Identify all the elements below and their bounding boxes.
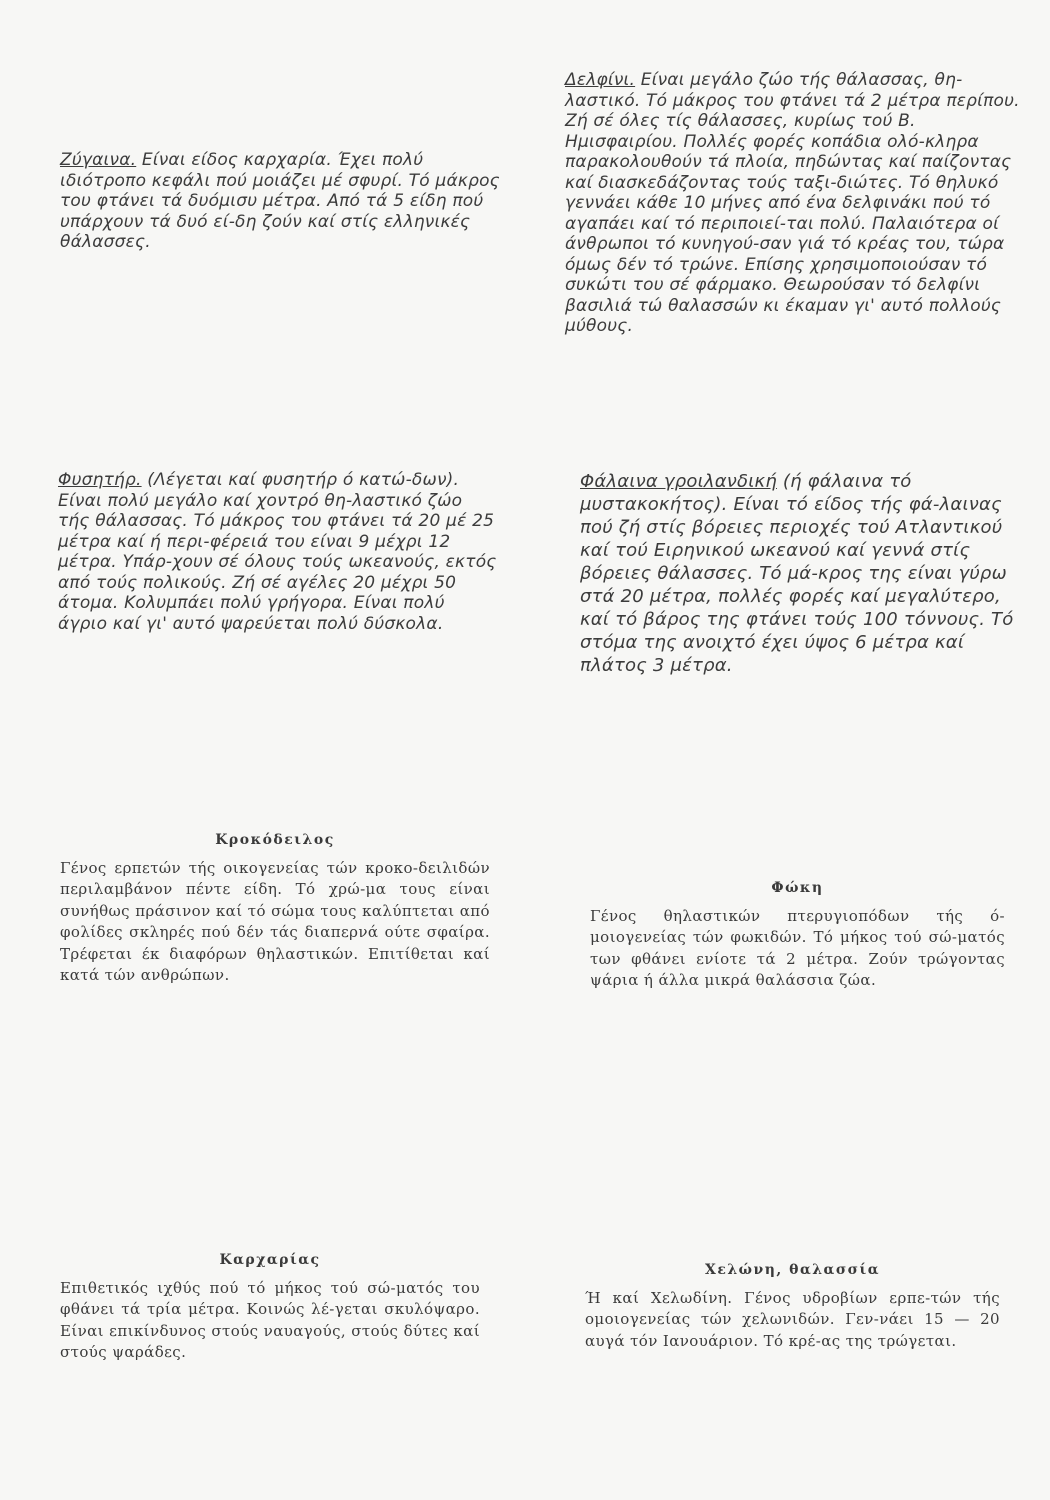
entry-text: (Λέγεται καί φυσητήρ ό κατώ-δων). Είναι πολύ μεγάλο καί χοντρό θη-λαστικό ζώο τής θάλασσας. Τό μάκρος του φτάνει τά 20 μέ 25 μέτρα καί ή περι-φέρειά του είναι 9 μέχρι 12 μέτρα. Υπάρ-χουν σέ όλους τούς ωκεανούς, εκτός από τούς πολικούς. Ζή σέ αγέλες 20 μέχρι 50 άτομα. Κολυμπάει πολύ γρήγορα. Είναι πολύ άγριο καί γι' αυτό ψαρεύεται πολύ δύσκολα. <box>58 470 497 634</box>
entry-text: Είναι μεγάλο ζώο τής θάλασσας, θη-λαστικό. Τό μάκρος του φτάνει τά 2 μέτρα περίπου. Ζή σέ όλες τίς θάλασσες, κυρίως τού Β. Ημισφαιρίου. Πολλές φορές κοπάδια ολό-κληρα παρακολουθούν τά πλοία, πηδώντας καί παίζοντας καί διασκεδάζοντας τούς ταξι-διώτες. Τό θηλυκό γεννάει κάθε 10 μήνες από ένα δελφινάκι πού τό αγαπάει καί τό περιποιεί-ται πολύ. Παλαιότερα οί άνθρωποι τό κυνηγού-σαν γιά τό κρέας του, τώρα όμως δέν τό τρώνε. Επίσης χρησιμοποιούσαν τό συκώτι του σέ φάρμακο. Θεωρούσαν τό δελφίνι βασιλιά τώ θαλασσών κι έκαμαν γι' αυτό πολλούς μύθους. <box>565 70 1020 336</box>
entry-chelona <box>585 1260 1000 1352</box>
entry-text: Γένος θηλαστικών πτερυγιοπόδων τής ό-μοιογενείας τών φωκιδών. Τό μήκος τού σώ-ματός των φθάνει ενίοτε τά 2 μέτρα. Ζούν τρώγοντας ψάρια ή άλλα μικρά θαλάσσια ζώα. <box>590 906 1005 989</box>
entry-karcharias <box>60 1250 480 1364</box>
entry-title: Ζύγαινα. <box>60 150 137 170</box>
entry-heading: Κροκόδειλος <box>215 832 335 848</box>
entry-text: Γένος ερπετών τής οικογενείας τών κροκο-δειλιδών περιλαμβάνον πέντε είδη. Τό χρώ-μα τους είναι συνήθως πράσινον καί τό σώμα τους καλύπτεται από φολίδες σκληρές πού δέν τάς διαπερνά ούτε σφαίρα. Τρέφεται έκ διαφόρων θηλαστικών. Επιτίθεται καί κατά τών ανθρώπων. <box>60 858 490 984</box>
entry-text: Επιθετικός ιχθύς πού τό μήκος τού σώ-ματός του φθάνει τά τρία μέτρα. Κοινώς λέ-γεται σκυλόψαρο. Είναι επικίνδυνος στούς ναυαγούς, στούς δύτες καί στούς ψαράδες. <box>60 1278 480 1361</box>
entry-delfini <box>565 70 1030 337</box>
entry-fysitir <box>58 470 498 634</box>
entry-title: Φυσητήρ. <box>58 470 142 490</box>
entry-foki <box>590 878 1005 992</box>
entry-zygaina <box>60 150 500 253</box>
entry-heading: Φώκη <box>771 880 824 896</box>
entry-heading: Καρχαρίας <box>219 1252 321 1268</box>
entry-text: Είναι είδος καρχαρία. Έχει πολύ ιδιότροπο κεφάλι πού μοιάζει μέ σφυρί. Τό μάκρος του φτάνει τά δυόμισυ μέτρα. Από τά 5 είδη πού υπάρχουν τά δυό εί-δη ζούν καί στίς ελληνικές θάλασσες. <box>60 150 500 252</box>
entry-falaina <box>580 470 1025 677</box>
entry-text: Ή καί Χελωδίνη. Γένος υδροβίων ερπε-τών τής ομοιογενείας τών χελωνιδών. Γεν-νάει 15 — 20 αυγά τόν Ιανουάριον. Τό κρέ-ας της τρώγεται. <box>585 1288 1000 1350</box>
entry-text: (ή φάλαινα τό μυστακοκήτος). Είναι τό είδος τής φά-λαινας πού ζή στίς βόρειες περιοχές τού Ατλαντικού καί τού Ειρηνικού ωκεανού καί γεννά στίς βόρειες θάλασσες. Τό μά-κρος της είναι γύρω στά 20 μέτρα, πολλές φορές καί μεγαλύτερο, καί τό βάρος της φτάνει τούς 100 τόννους. Τό στόμα της ανοιχτό έχει ύψος 6 μέτρα καί πλάτος 3 μέτρα. <box>580 471 1014 676</box>
entry-title: Φάλαινα γροιλανδική <box>580 471 777 492</box>
entry-krokodeilos <box>60 830 490 987</box>
entry-heading: Χελώνη, θαλασσία <box>704 1262 881 1278</box>
entry-title: Δελφίνι. <box>565 70 636 90</box>
